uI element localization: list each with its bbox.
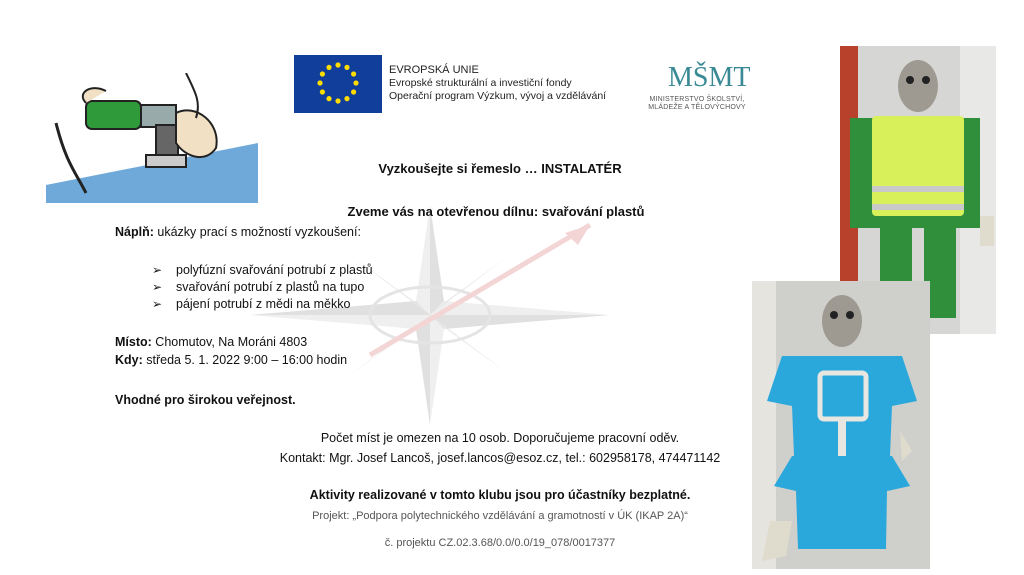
- list-item-text: pájení potrubí z mědi na měkko: [176, 297, 351, 311]
- date-value: středa 5. 1. 2022 9:00 – 16:00 hodin: [142, 353, 348, 367]
- project-number: č. projektu CZ.02.3.68/0.0/0.0/19_078/0017377: [384, 537, 616, 549]
- project-name: Projekt: „Podpora polytechnického vzdělávání a gramotností v ÚK (IKAP 2A)“: [312, 510, 688, 522]
- eu-program-text: [389, 64, 606, 103]
- content-line: [115, 225, 361, 239]
- welding-illustration: [46, 73, 258, 203]
- ministry-name-line2: MLÁDEŽE A TĚLOVÝCHOVY: [648, 104, 746, 111]
- free-note: Aktivity realizované v tomto klubu jsou pro účastníky bezplatné.: [309, 488, 691, 502]
- content-text: ukázky prací s možností vyzkoušení:: [153, 225, 361, 239]
- eu-title: EVROPSKÁ UNIE: [389, 64, 479, 76]
- place-label: Místo:: [115, 335, 152, 349]
- date-label: Kdy:: [115, 353, 143, 367]
- eu-fund-line: Evropské strukturální a investiční fondy: [389, 77, 572, 89]
- date-line: [115, 353, 347, 367]
- list-item-text: svařování potrubí z plastů na tupo: [176, 280, 365, 294]
- list-item: [152, 296, 373, 313]
- arrow-bullet-icon: ➢: [152, 263, 163, 277]
- ministry-name: [640, 96, 754, 112]
- capacity-note: Počet míst je omezen na 10 osob. Doporučujeme pracovní oděv.: [320, 431, 680, 445]
- msmt-logo-text: MŠMT: [668, 62, 751, 93]
- content-label: Náplň:: [115, 225, 154, 239]
- place-value: Chomutov, Na Moráni 4803: [151, 335, 308, 349]
- photo-mannequin-shirts: [752, 281, 930, 569]
- activity-list: [152, 262, 373, 313]
- page-title: Vyzkoušejte si řemeslo … INSTALATÉR: [378, 161, 622, 176]
- arrow-bullet-icon: ➢: [152, 280, 163, 294]
- arrow-bullet-icon: ➢: [152, 297, 163, 311]
- page-subtitle: Zveme vás na otevřenou dílnu: svařování plastů: [347, 204, 645, 219]
- eu-flag-logo: [294, 55, 382, 113]
- list-item-text: polyfúzní svařování potrubí z plastů: [176, 263, 373, 277]
- place-line: [115, 335, 307, 349]
- ministry-name-line1: MINISTERSTVO ŠKOLSTVÍ,: [649, 96, 745, 103]
- eu-program-line: Operační program Výzkum, vývoj a vzdělávání: [389, 90, 607, 102]
- contact-line: Kontakt: Mgr. Josef Lancoš, josef.lancos@esoz.cz, tel.: 602958178, 474471142: [279, 451, 721, 465]
- audience-note: Vhodné pro širokou veřejnost.: [115, 393, 296, 407]
- list-item: [152, 262, 373, 279]
- list-item: [152, 279, 373, 296]
